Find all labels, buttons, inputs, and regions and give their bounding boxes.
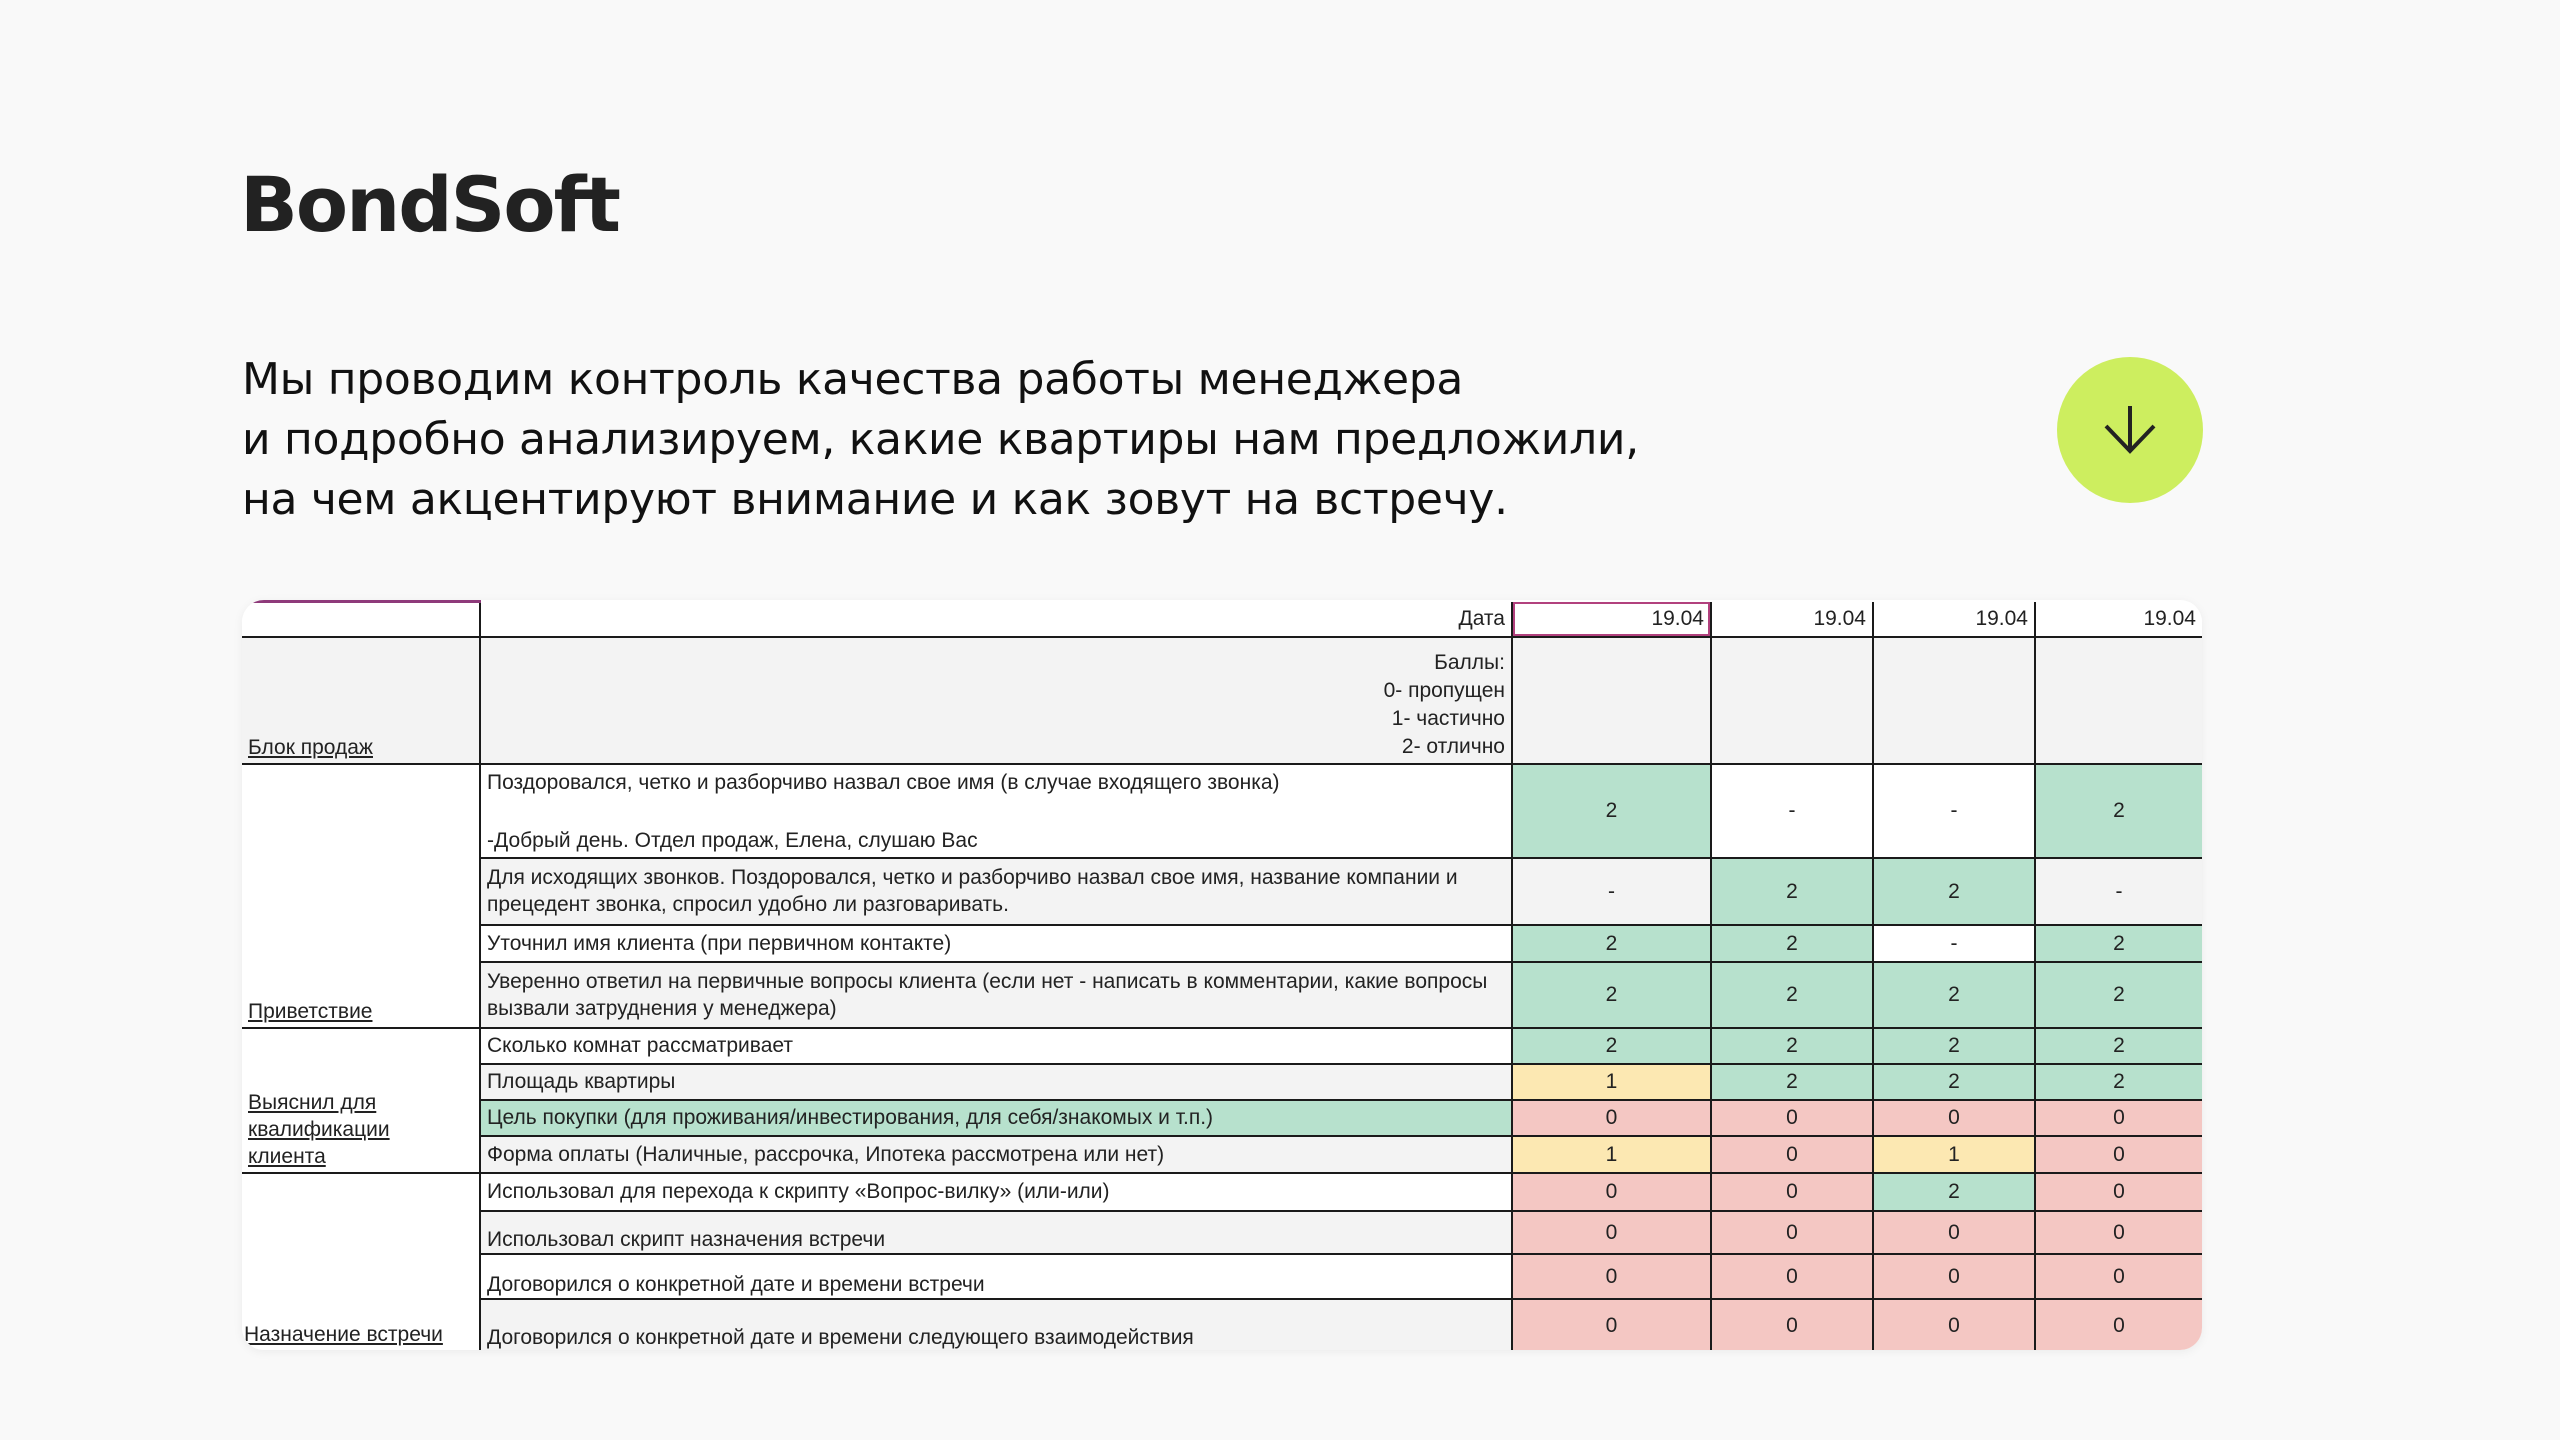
- criterion-example: -Добрый день. Отдел продаж, Елена, слушаю Вас: [487, 828, 978, 852]
- legend-title: Баллы:: [1434, 650, 1505, 674]
- score-cell[interactable]: 1: [1512, 1064, 1711, 1100]
- score-cell[interactable]: 2: [1873, 962, 2035, 1028]
- criterion-cell: Для исходящих звонков. Поздоровался, четко и разборчиво назвал свое имя, название компании и прецедент звонка, спросил удобно ли разговаривать.: [480, 858, 1512, 925]
- group-label-cell: [242, 764, 480, 1028]
- date-cell-3[interactable]: 19.04: [1873, 602, 2035, 637]
- date-cell-2[interactable]: 19.04: [1711, 602, 1873, 637]
- table-row: [242, 1136, 2202, 1173]
- legend-empty-2: [1711, 637, 1873, 764]
- headline-line-2: и подробно анализируем, какие квартиры нам предложили,: [242, 414, 1639, 465]
- table-row: [242, 858, 2202, 925]
- score-cell[interactable]: 2: [1512, 962, 1711, 1028]
- score-cell[interactable]: 0: [1873, 1254, 2035, 1299]
- table-row: [242, 1254, 2202, 1299]
- score-cell[interactable]: 0: [1512, 1100, 1711, 1136]
- group-label-qualification[interactable]: Выяснил для квалификации клиента: [248, 1090, 390, 1168]
- score-cell[interactable]: 0: [1512, 1173, 1711, 1211]
- score-cell[interactable]: 0: [2035, 1136, 2202, 1173]
- criterion-cell: Договорился о конкретной дате и времени встречи: [480, 1254, 1512, 1299]
- headline-line-3: на чем акцентируют внимание и как зовут на встречу.: [242, 474, 1508, 525]
- table-row: [242, 925, 2202, 962]
- criterion-text: Поздоровался, четко и разборчиво назвал свое имя (в случае входящего звонка): [487, 770, 1280, 794]
- legend-empty-4: [2035, 637, 2202, 764]
- criterion-cell: [480, 764, 1512, 858]
- score-cell[interactable]: 2: [1873, 1064, 2035, 1100]
- table-row: [242, 1028, 2202, 1064]
- score-cell[interactable]: 0: [2035, 1211, 2202, 1254]
- score-cell[interactable]: 0: [2035, 1254, 2202, 1299]
- table-row: [242, 1211, 2202, 1254]
- headline-line-1: Мы проводим контроль качества работы менеджера: [242, 354, 1464, 405]
- score-cell[interactable]: -: [2035, 858, 2202, 925]
- score-cell[interactable]: 2: [2035, 1028, 2202, 1064]
- score-cell[interactable]: 0: [1873, 1299, 2035, 1351]
- score-cell[interactable]: 0: [1512, 1254, 1711, 1299]
- score-cell[interactable]: 2: [1512, 1028, 1711, 1064]
- score-cell[interactable]: 1: [1512, 1136, 1711, 1173]
- score-cell[interactable]: 0: [1873, 1211, 2035, 1254]
- score-cell[interactable]: 2: [2035, 962, 2202, 1028]
- criterion-cell: Форма оплаты (Наличные, рассрочка, Ипотека рассмотрена или нет): [480, 1136, 1512, 1173]
- section-label-cell: [242, 637, 480, 764]
- group-label-cell: [242, 1173, 480, 1351]
- date-cell-1[interactable]: 19.04: [1512, 602, 1711, 637]
- criterion-cell: Цель покупки (для проживания/инвестирования, для себя/знакомых и т.п.): [480, 1100, 1512, 1136]
- section-label[interactable]: Блок продаж: [248, 735, 373, 759]
- score-cell[interactable]: 2: [1711, 1028, 1873, 1064]
- legend-empty-1: [1512, 637, 1711, 764]
- legend-2: 2- отлично: [1401, 734, 1505, 758]
- table-row: [242, 1299, 2202, 1351]
- criterion-cell: Договорился о конкретной дате и времени следующего взаимодействия: [480, 1299, 1512, 1351]
- criterion-cell: Площадь квартиры: [480, 1064, 1512, 1100]
- arrow-down-icon: [2098, 398, 2162, 462]
- score-cell[interactable]: 1: [1873, 1136, 2035, 1173]
- score-cell[interactable]: 0: [2035, 1100, 2202, 1136]
- table-row: [242, 1173, 2202, 1211]
- legend-empty-3: [1873, 637, 2035, 764]
- score-cell[interactable]: -: [1873, 764, 2035, 858]
- score-cell[interactable]: 2: [1873, 858, 2035, 925]
- score-cell[interactable]: 0: [1711, 1136, 1873, 1173]
- score-legend: [480, 637, 1512, 764]
- score-cell[interactable]: 2: [2035, 925, 2202, 962]
- criterion-cell: Использовал для перехода к скрипту «Вопрос-вилку» (или-или): [480, 1173, 1512, 1211]
- score-cell[interactable]: -: [1873, 925, 2035, 962]
- table-row: [242, 1064, 2202, 1100]
- date-header-row: [242, 602, 2202, 637]
- score-cell[interactable]: 0: [1711, 1211, 1873, 1254]
- score-cell[interactable]: 0: [1711, 1100, 1873, 1136]
- score-cell[interactable]: 0: [1711, 1173, 1873, 1211]
- table-row: [242, 1100, 2202, 1136]
- headline: [242, 350, 1892, 530]
- criterion-cell: Использовал скрипт назначения встречи: [480, 1211, 1512, 1254]
- score-cell[interactable]: 0: [1711, 1254, 1873, 1299]
- score-cell[interactable]: 2: [1711, 1064, 1873, 1100]
- empty-corner-cell: [242, 602, 480, 637]
- score-cell[interactable]: 2: [1512, 764, 1711, 858]
- date-cell-4[interactable]: 19.04: [2035, 602, 2202, 637]
- criterion-cell: Уверенно ответил на первичные вопросы клиента (если нет - написать в комментарии, какие вопросы вызвали затруднения у менеджера): [480, 962, 1512, 1028]
- score-cell[interactable]: 2: [1711, 962, 1873, 1028]
- score-cell[interactable]: 2: [1711, 858, 1873, 925]
- score-cell[interactable]: 0: [2035, 1173, 2202, 1211]
- score-sheet: [242, 600, 2202, 1350]
- score-cell[interactable]: -: [1711, 764, 1873, 858]
- scroll-down-button[interactable]: [2057, 357, 2203, 503]
- score-cell[interactable]: 2: [2035, 1064, 2202, 1100]
- score-cell[interactable]: 0: [1711, 1299, 1873, 1351]
- table-row: [242, 764, 2202, 858]
- score-cell[interactable]: 2: [1873, 1173, 2035, 1211]
- criterion-cell: Сколько комнат рассматривает: [480, 1028, 1512, 1064]
- bondsoft-logo: BondSoft: [240, 160, 619, 249]
- group-label-cell: [242, 1028, 480, 1173]
- criterion-cell: Уточнил имя клиента (при первичном контакте): [480, 925, 1512, 962]
- score-cell[interactable]: 0: [2035, 1299, 2202, 1351]
- score-cell[interactable]: 2: [1873, 1028, 2035, 1064]
- score-cell[interactable]: 2: [1711, 925, 1873, 962]
- legend-0: 0- пропущен: [1383, 678, 1505, 702]
- date-label: Дата: [480, 602, 1512, 637]
- score-cell[interactable]: 2: [2035, 764, 2202, 858]
- score-cell[interactable]: 0: [1512, 1211, 1711, 1254]
- group-label-meeting[interactable]: Назначение встречи: [244, 1322, 443, 1346]
- legend-1: 1- частично: [1391, 706, 1505, 730]
- score-cell[interactable]: 0: [1512, 1299, 1711, 1351]
- legend-row: [242, 637, 2202, 764]
- group-label-greeting[interactable]: Приветствие: [248, 999, 373, 1023]
- score-cell[interactable]: 2: [1512, 925, 1711, 962]
- quality-control-table: [242, 600, 2202, 1350]
- table-row: [242, 962, 2202, 1028]
- score-cell[interactable]: 0: [1873, 1100, 2035, 1136]
- score-cell[interactable]: -: [1512, 858, 1711, 925]
